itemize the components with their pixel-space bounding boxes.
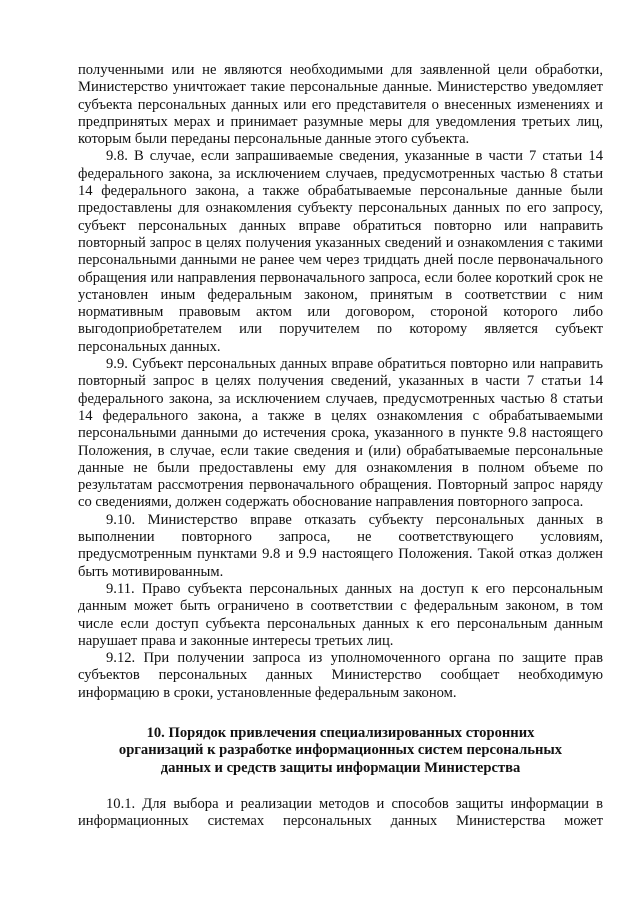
paragraph-10-1: 10.1. Для выбора и реализации методов и способов защиты информации в информационных системах персональных данных Министерства может	[78, 795, 603, 830]
paragraph-9-11: 9.11. Право субъекта персональных данных на доступ к его персональным данным может быть ограничено в соответствии с федеральным законом, в том числе если доступ субъекта персональных данных к его персональным данным нарушает права и законные интересы третьих лиц.	[78, 580, 603, 649]
section-heading-line: 10. Порядок привлечения специализированных сторонних	[146, 724, 535, 741]
document-page	[78, 62, 603, 830]
section-heading-line: данных и средств защиты информации Министерства	[160, 759, 521, 776]
paragraph-9-9: 9.9. Субъект персональных данных вправе обратиться повторно или направить повторный запрос в целях получения сведений, указанных в части 7 статьи 14 федерального закона, за исключением случаев, предусмотренных частью 8 статьи 14 федерального закона, а также в целях ознакомления с обрабатываемыми персональными данными до истечения срока, указанного в пункте 9.8 настоящего Положения, в случае, если такие сведения и (или) обрабатываемые персональные данные не были предоставлены ему для ознакомления в полном объеме по результатам рассмотрения первоначального обращения. Повторный запрос наряду со сведениями, должен содержать обоснование направления повторного запроса.	[78, 356, 603, 511]
paragraph-9-12: 9.12. При получении запроса из уполномоченного органа по защите прав субъектов персональных данных Министерство сообщает необходимую информацию в сроки, установленные федеральным законом.	[78, 650, 603, 701]
paragraph-9-10: 9.10. Министерство вправе отказать субъекту персональных данных в выполнении повторного запроса, не соответствующего условиям, предусмотренным пунктами 9.8 и 9.9 настоящего Положения. Такой отказ должен быть мотивированным.	[78, 511, 603, 580]
paragraph-9-8: 9.8. В случае, если запрашиваемые сведения, указанные в части 7 статьи 14 федерального закона, за исключением случаев, предусмотренных частью 8 статьи 14 федерального закона, а также обрабатываемые персональные данные были предоставлены для ознакомления субъекту персональных данных по его запросу, субъект персональных данных вправе обратиться повторно или направить повторный запрос в целях получения указанных сведений и ознакомления с такими персональными данными не ранее чем через тридцать дней после первоначального обращения или направления первоначального запроса, если более короткий срок не установлен иным федеральным законом, принятым в соответствии с ним нормативным правовым актом или договором, стороной которого либо выгодоприобретателем или поручителем по которому является субъект персональных данных.	[78, 148, 603, 355]
section-heading-line: организаций к разработке информационных систем персональных	[118, 742, 563, 759]
paragraph-continuation: полученными или не являются необходимыми для заявленной цели обработки, Министерство уничтожает такие персональные данные. Министерство уведомляет субъекта персональных данных или его представителя о внесенных изменениях и предпринятых мерах и принимает разумные меры для уведомления третьих лиц, которым были переданы персональные данные этого субъекта.	[78, 62, 603, 148]
section-heading-10	[78, 725, 603, 777]
